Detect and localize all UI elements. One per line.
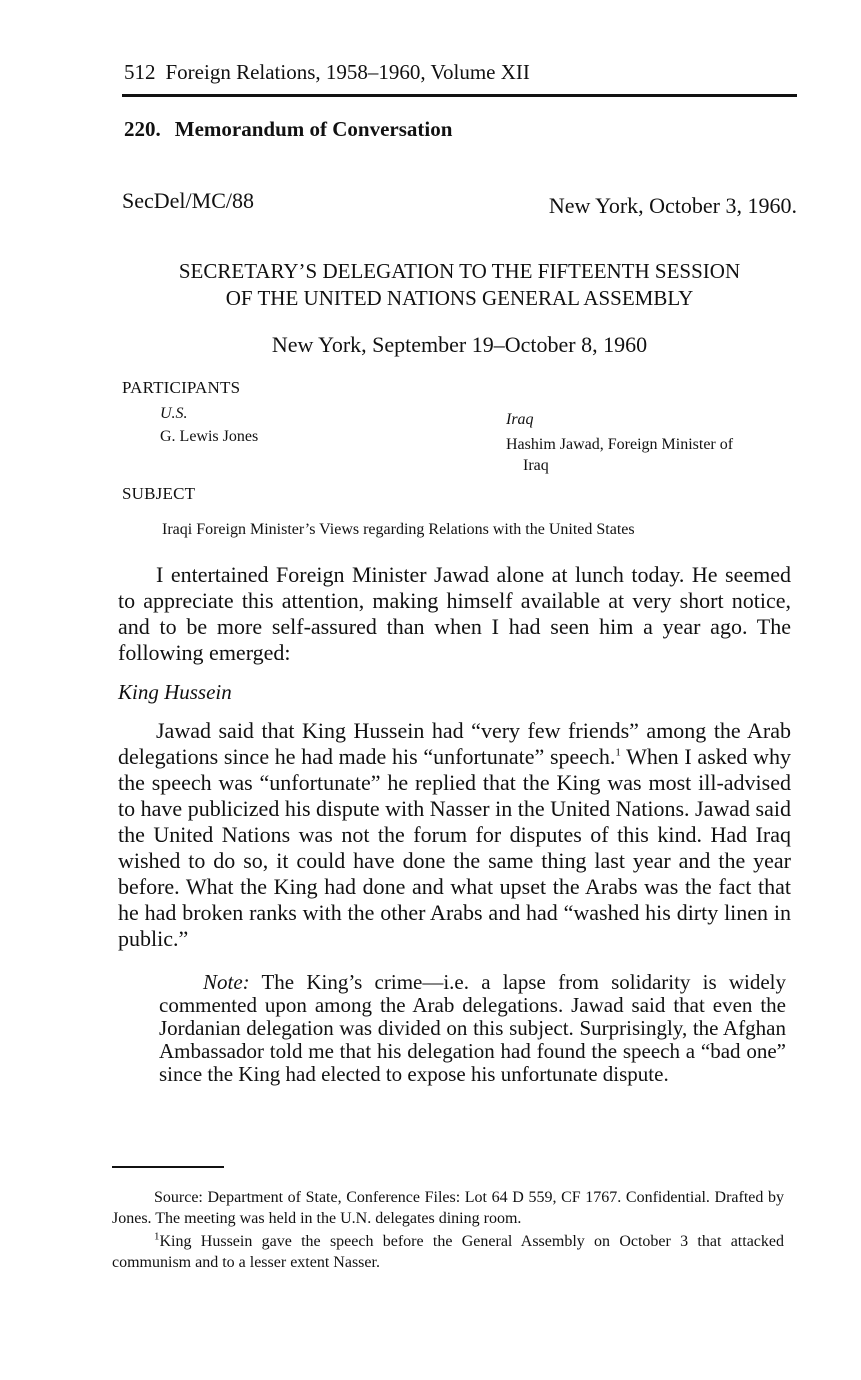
document-place-date: New York, October 3, 1960.: [548, 193, 797, 218]
iraq-participant-line-1: Hashim Jawad, Foreign Minister of: [506, 436, 734, 453]
participants-label: PARTICIPANTS: [122, 378, 241, 397]
footnote-1: [112, 1231, 784, 1273]
subject-text: Iraqi Foreign Minister’s Views regarding Relations with the United States: [162, 521, 635, 538]
session-dates: New York, September 19–October 8, 1960: [271, 332, 648, 357]
section-heading-king-hussein: King Hussein: [118, 680, 232, 704]
document-title: [124, 117, 452, 142]
note-text: The King’s crime—i.e. a lapse from solidarity is widely commented upon among the Arab delegations. Jawad said that even the Jordanian delegation was divided on this subject. Surprisingly, the Afghan Ambassador told me that his delegation had found the speech a “bad one” since the King had elected to expose his unfortunate dispute.: [159, 970, 786, 1086]
note-lead: Note:: [203, 970, 250, 994]
document-title-text: Memorandum of Conversation: [174, 117, 453, 141]
subject-label: SUBJECT: [122, 484, 196, 503]
iraq-participant: [506, 434, 796, 476]
running-head: [124, 60, 530, 85]
us-party-name: U.S.: [160, 405, 188, 422]
delegation-heading-line-1: SECRETARY’S DELEGATION TO THE FIFTEENTH SESSION: [178, 259, 741, 283]
footnote-1-marker: 1: [154, 1230, 160, 1243]
note-paragraph: [159, 971, 786, 1086]
volume-title: Foreign Relations, 1958–1960, Volume XII: [165, 60, 530, 84]
document-number: 220.: [124, 117, 161, 141]
footnote-rule: [112, 1166, 224, 1168]
iraq-participant-line-2: Iraq: [523, 457, 549, 474]
us-participant: G. Lewis Jones: [160, 428, 259, 445]
footnote-source: Source: Department of State, Conference Files: Lot 64 D 559, CF 1767. Confidential. Drafted by Jones. The meeting was held in the U.N. delegates dining room.: [112, 1189, 784, 1227]
body-paragraph-1: I entertained Foreign Minister Jawad alone at lunch today. He seemed to appreciate this attention, making himself available at very short notice, and to be more self-assured than when I had seen him a year ago. The following emerged:: [118, 562, 791, 665]
body-paragraph-2-part-1: Jawad said that King Hussein had “very few friends” among the Arab delegations since he had made his “unfortunate” speech.: [118, 718, 791, 769]
footnote-1-link[interactable]: 1: [615, 746, 621, 759]
body-paragraph-2: [118, 718, 791, 952]
body-paragraph-2-part-2: When I asked why the speech was “unfortunate” he replied that the King was most ill-advised to have publicized his dispute with Nasser in the United Nations. Jawad said the United Nations was not the forum for disputes of this kind. Had Iraq wished to do so, it could have done the same thing last year and the year before. What the King had done and what upset the Arabs was the fact that he had broken ranks with the other Arabs and had “washed his dirty linen in public.”: [118, 744, 792, 951]
header-rule: [122, 94, 797, 97]
page-number: 512: [124, 60, 156, 84]
delegation-heading: [122, 258, 797, 312]
iraq-party-name: Iraq: [506, 411, 534, 428]
document-id: SecDel/MC/88: [122, 188, 254, 213]
delegation-heading-line-2: OF THE UNITED NATIONS GENERAL ASSEMBLY: [225, 286, 694, 310]
footnote-1-text: King Hussein gave the speech before the General Assembly on October 3 that attacked communism and to a lesser extent Nasser.: [112, 1233, 784, 1271]
